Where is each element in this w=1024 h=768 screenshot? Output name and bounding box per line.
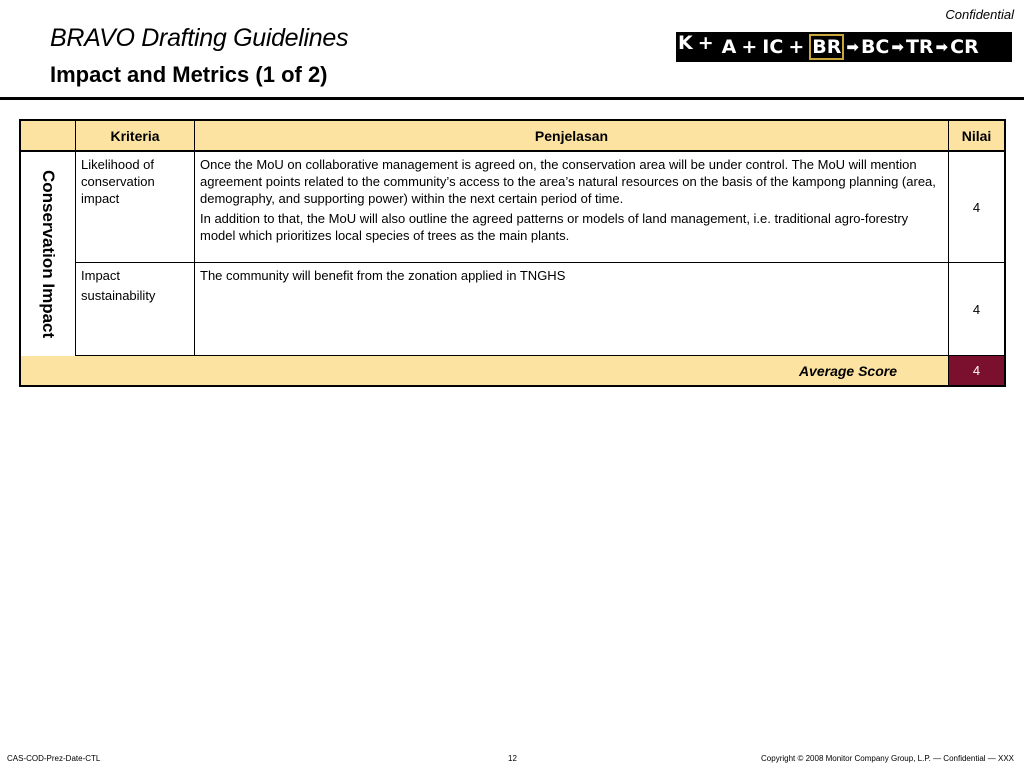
- row-1-penjelasan: [195, 152, 949, 263]
- process-plus: +: [741, 36, 758, 58]
- arrow-right-icon: ➡: [935, 38, 949, 56]
- metrics-table: [19, 119, 1006, 387]
- header-blank-cell: [21, 121, 76, 152]
- row-2-kriteria-line2: sustainability: [81, 288, 156, 303]
- process-step-tr: TR: [905, 36, 934, 58]
- footer-copyright: Copyright © 2008 Monitor Company Group, L.P. — Confidential — XXX: [761, 754, 1014, 763]
- process-step-bc: BC: [860, 36, 890, 58]
- footer-doc-id: CAS-COD-Prez-Date-CTL: [7, 754, 101, 763]
- arrow-right-icon: ➡: [891, 38, 904, 56]
- process-step-a: A: [721, 36, 737, 58]
- row-2-penjelasan-p1: The community will benefit from the zonation applied in TNGHS: [200, 268, 566, 283]
- average-score-label: Average Score: [798, 362, 897, 379]
- row-1-penjelasan-p1: Once the MoU on collaborative management is agreed on, the conservation area will be under control. The MoU will mention agreement points related to the community’s access to the area’s natural resources on the basis of the kampong planning (area, demography, and supporting power) within the next certain period of time.: [200, 157, 936, 206]
- footer-page-number: 12: [508, 754, 517, 763]
- row-1-kriteria: Likelihood of conservation impact: [76, 152, 195, 263]
- row-1-penjelasan-p2: In addition to that, the MoU will also outline the agreed patterns or models of land management, i.e. traditional agro-forestry model which prioritizes local species of trees as the main plants.: [200, 211, 909, 243]
- group-label-cell: [21, 152, 76, 356]
- header-penjelasan: Penjelasan: [195, 121, 949, 152]
- average-score-value: 4: [949, 356, 1004, 385]
- row-2-penjelasan: [195, 263, 949, 356]
- process-bar: [676, 32, 1012, 62]
- process-plus: +: [788, 36, 805, 58]
- header-nilai: Nilai: [949, 121, 1004, 152]
- page-subtitle: Impact and Metrics (1 of 2): [50, 62, 328, 87]
- header-divider: [0, 97, 1024, 100]
- header-kriteria: Kriteria: [76, 121, 195, 152]
- process-step-ic: IC: [762, 36, 784, 58]
- row-2-nilai: 4: [949, 263, 1004, 356]
- row-1-nilai: 4: [949, 152, 1004, 263]
- process-step-br-highlighted: BR: [809, 34, 844, 60]
- process-step-k: K: [678, 32, 693, 54]
- process-plus: +: [697, 32, 714, 54]
- row-2-kriteria-line1: Impact: [81, 268, 121, 283]
- confidential-label: Confidential: [945, 7, 1014, 22]
- page-title: BRAVO Drafting Guidelines: [50, 24, 349, 52]
- process-step-cr: CR: [950, 36, 979, 58]
- row-2-kriteria: [76, 263, 195, 356]
- group-label: Conservation Impact: [39, 169, 58, 339]
- arrow-right-icon: ➡: [846, 38, 859, 56]
